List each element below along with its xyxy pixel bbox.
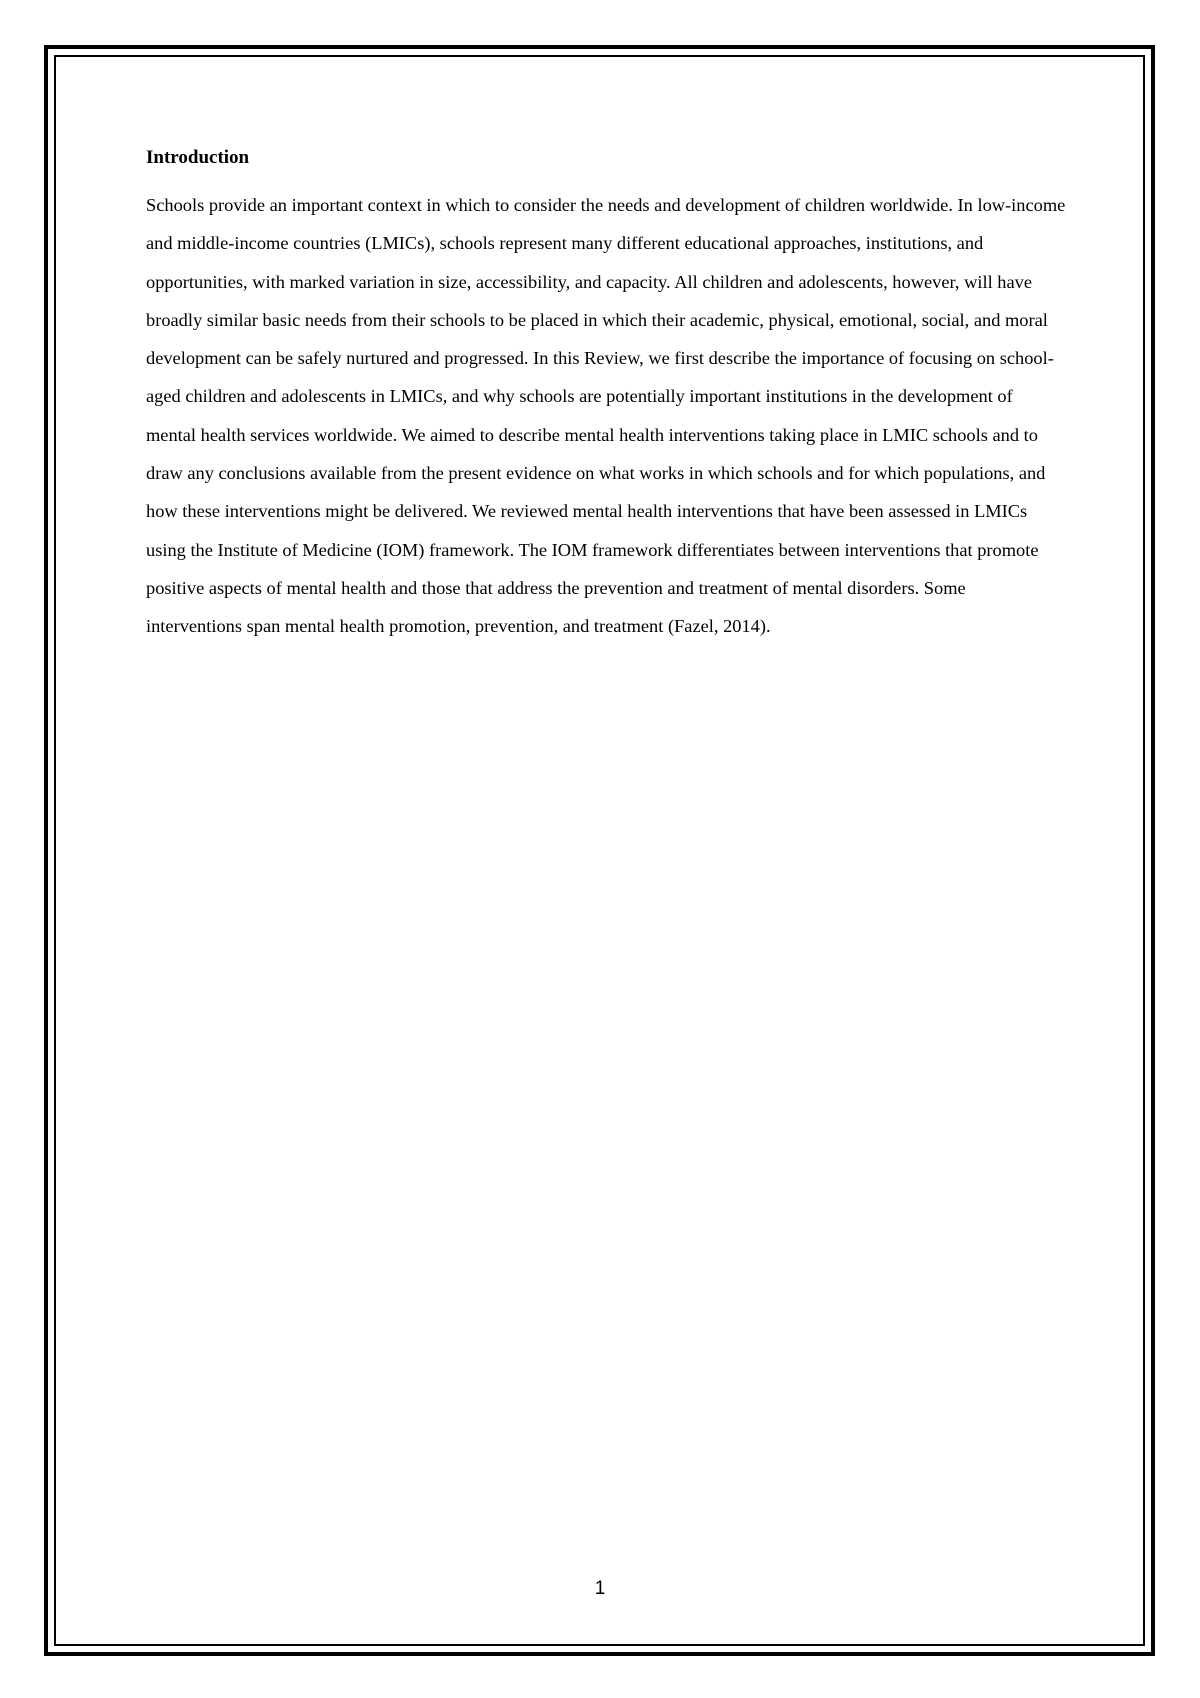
- document-content: [146, 144, 1066, 646]
- body-paragraph: Schools provide an important context in which to consider the needs and development of children worldwide. In low-income and middle-income countries (LMICs), schools represent many different educational approaches, institutions, and opportunities, with marked variation in size, accessibility, and capacity. All children and adolescents, however, will have broadly similar basic needs from their schools to be placed in which their academic, physical, emotional, social, and moral development can be safely nurtured and progressed. In this Review, we first describe the importance of focusing on school-aged children and adolescents in LMICs, and why schools are potentially important institutions in the development of mental health services worldwide. We aimed to describe mental health interventions taking place in LMIC schools and to draw any conclusions available from the present evidence on what works in which schools and for which populations, and how these interventions might be delivered. We reviewed mental health interventions that have been assessed in LMICs using the Institute of Medicine (IOM) framework. The IOM framework differentiates between interventions that promote positive aspects of mental health and those that address the prevention and treatment of mental disorders. Some interventions span mental health promotion, prevention, and treatment (Fazel, 2014).: [146, 195, 1066, 637]
- section-heading: Introduction: [146, 147, 250, 168]
- page-number: 1: [594, 1578, 606, 1599]
